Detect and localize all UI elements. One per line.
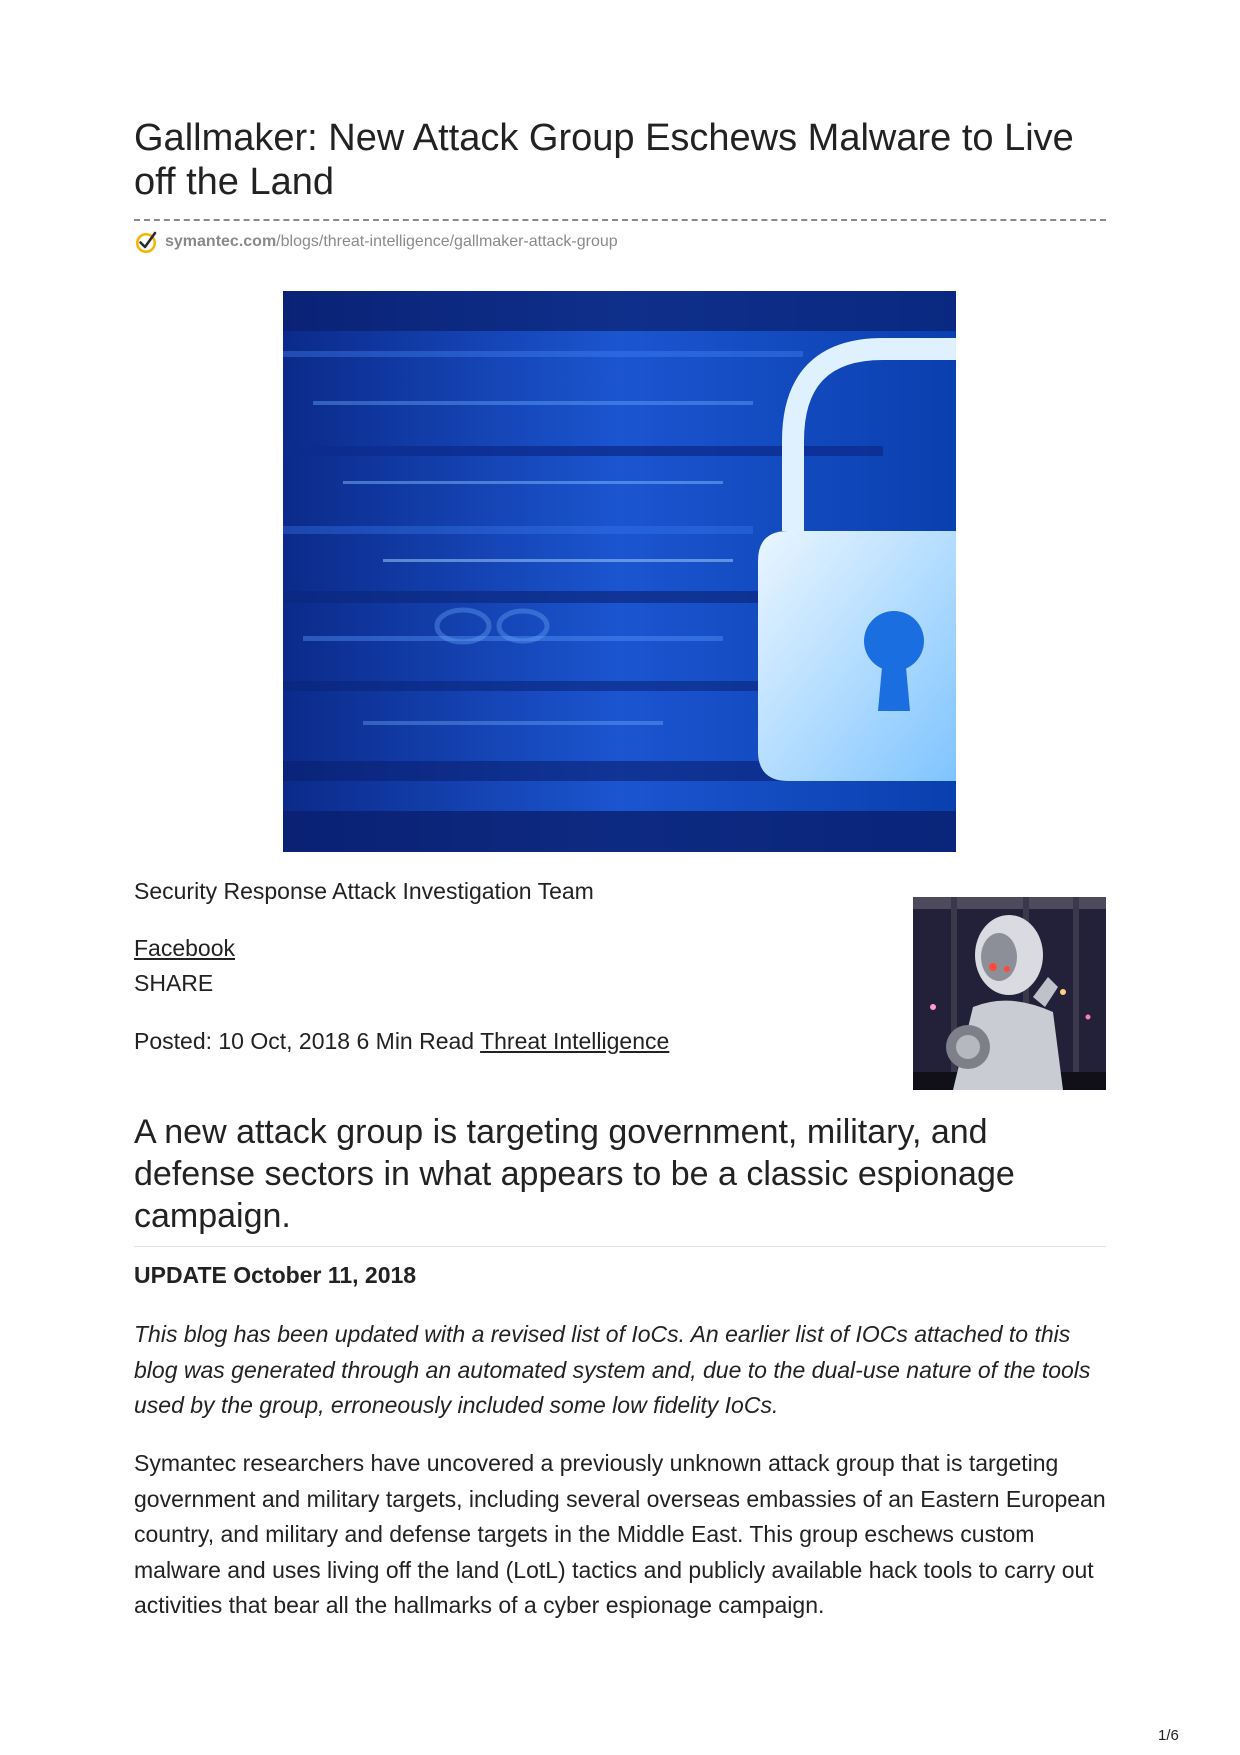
- update-note: This blog has been updated with a revised list of IoCs. An earlier list of IOCs attached to this blog was generated through an automated system and, due to the dual-use nature of the tools used by the group, erroneously included some low fidelity IoCs.: [134, 1321, 1091, 1418]
- share-button[interactable]: SHARE: [134, 970, 214, 996]
- lead-heading: A new attack group is targeting government, military, and defense sectors in what appears to be a classic espionage campaign.: [134, 1113, 1015, 1235]
- facebook-link[interactable]: Facebook: [134, 935, 236, 961]
- page-number: 1/6: [1158, 1727, 1179, 1744]
- robot-avatar-icon: [913, 897, 1106, 1090]
- title-divider: [134, 219, 1106, 221]
- hero-image: [283, 291, 956, 852]
- author-avatar: [913, 897, 1106, 1090]
- source-path: /blogs/threat-intelligence/gallmaker-attack-group: [276, 233, 618, 250]
- body-paragraph: Symantec researchers have uncovered a previously unknown attack group that is targeting government and military targets, including several overseas embassies of an Eastern European country, and military and defense targets in the Middle East. This group eschews custom malware and uses living off the land (LotL) tactics and publicly available hack tools to carry out activities that bear all the hallmarks of a cyber espionage campaign.: [134, 1450, 1106, 1618]
- lead-divider: [134, 1246, 1106, 1247]
- padlock-icon: [283, 291, 956, 852]
- verified-check-icon: [134, 230, 158, 254]
- author-name: Security Response Attack Investigation Team: [134, 878, 594, 904]
- source-domain: symantec.com: [165, 233, 277, 250]
- posted-date: Posted: 10 Oct, 2018 6 Min Read: [134, 1028, 475, 1054]
- article-title: Gallmaker: New Attack Group Eschews Malware to Live off the Land: [134, 117, 1074, 203]
- posted-meta: [134, 1028, 669, 1055]
- category-link[interactable]: Threat Intelligence: [480, 1028, 670, 1054]
- source-url[interactable]: [134, 230, 618, 254]
- update-heading: UPDATE October 11, 2018: [134, 1262, 417, 1288]
